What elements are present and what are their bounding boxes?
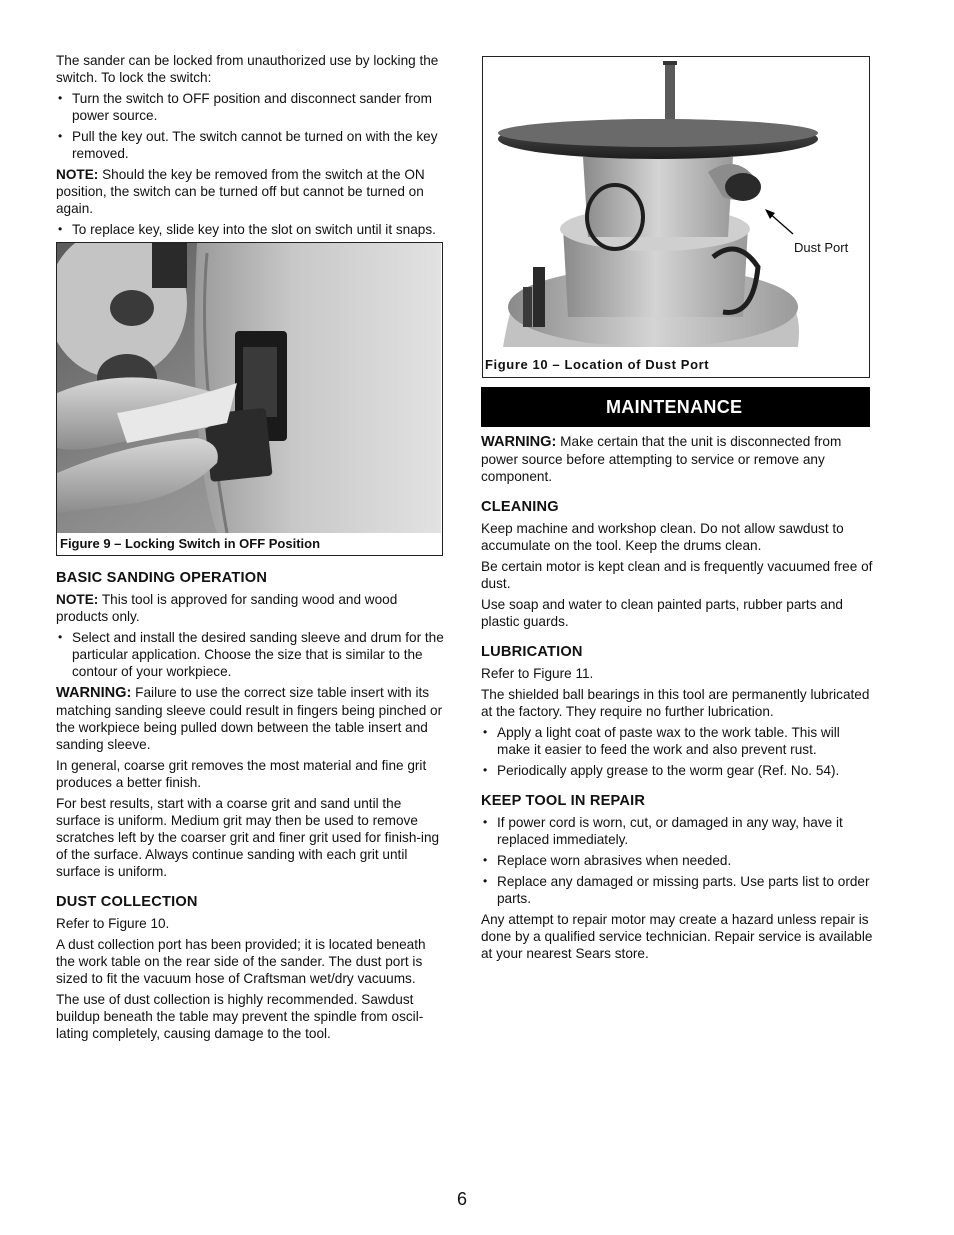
locking-switch-photo <box>57 243 441 533</box>
dust-paragraph-1: A dust collection port has been provided; it is located beneath the work table on the rear side of the sander. The dust port is sized to fit the vacuum hose of Craftsman wet/dry vacuums. <box>56 937 426 986</box>
list-item: • To replace key, slide key into the slot on switch until it snaps. <box>56 221 446 238</box>
cleaning-heading: CLEANING <box>481 499 559 515</box>
note-text: This tool is approved for sanding wood and wood products only. <box>56 592 398 624</box>
lock-intro: The sander can be locked from unauthorized use by locking the switch. To lock the switch: <box>56 53 439 85</box>
cleaning-paragraph-1: Keep machine and workshop clean. Do not allow sawdust to accumulate on the tool. Keep the drums clean. <box>481 521 844 553</box>
list-item: • If power cord is worn, cut, or damaged in any way, have it replaced immediately. <box>481 814 873 848</box>
repair-paragraph: Any attempt to repair motor may create a hazard unless repair is done by a qualified service technician. Repair service is available at your nearest Sears store. <box>481 912 873 961</box>
repair-list <box>481 814 873 907</box>
figure-9 <box>56 242 443 556</box>
lubrication-reference: Refer to Figure 11. <box>481 666 594 681</box>
figure-9-caption: Figure 9 – Locking Switch in OFF Position <box>60 536 321 551</box>
basic-list <box>56 629 446 680</box>
dust-collection-heading: DUST COLLECTION <box>56 894 198 910</box>
lubrication-list <box>481 724 873 779</box>
maintenance-banner: MAINTENANCE <box>481 387 870 427</box>
list-item: • Pull the key out. The switch cannot be turned on with the key removed. <box>56 128 446 162</box>
warning-label: WARNING: <box>481 434 557 450</box>
lock-steps-list <box>56 90 446 162</box>
list-item: • Periodically apply grease to the worm gear (Ref. No. 54). <box>481 762 873 779</box>
page-number: 6 <box>457 1189 468 1209</box>
lubrication-paragraph: The shielded ball bearings in this tool are permanently lubricated at the factory. They require no further lubrication. <box>481 687 870 719</box>
figure-10-caption: Figure 10 – Location of Dust Port <box>485 357 710 372</box>
figure-10 <box>482 56 870 378</box>
dust-port-photo <box>483 57 868 357</box>
list-item: • Replace any damaged or missing parts. Use parts list to order parts. <box>481 873 873 907</box>
best-results-paragraph: For best results, start with a coarse grit and sand until the surface is uniform. Medium grit may then be used to remove scratches left by the coarser grit and finer grit used for finish-ing of the surface. Always continue sanding with each grit until surface is uniform. <box>56 796 440 879</box>
warning-label: WARNING: <box>56 685 132 701</box>
dust-paragraph-2: The use of dust collection is highly recommended. Sawdust buildup beneath the table may prevent the spindle from oscil-lating completely, causing damage to the tool. <box>56 992 424 1041</box>
maintenance-warning <box>481 433 873 485</box>
note-label: NOTE: <box>56 592 99 607</box>
keep-tool-in-repair-heading: KEEP TOOL IN REPAIR <box>481 793 646 809</box>
basic-sanding-heading: BASIC SANDING OPERATION <box>56 570 268 586</box>
list-item: • Replace worn abrasives when needed. <box>481 852 873 869</box>
list-item: • Apply a light coat of paste wax to the work table. This will make it easier to feed the work and also prevent rust. <box>481 724 873 758</box>
list-item: • Select and install the desired sanding sleeve and drum for the particular application. Choose the size that is similar to the contour of your workpiece. <box>56 629 446 680</box>
grit-paragraph: In general, coarse grit removes the most material and fine grit produces a better finish. <box>56 758 427 790</box>
basic-note <box>56 591 446 625</box>
dust-reference: Refer to Figure 10. <box>56 916 170 931</box>
warning-paragraph <box>56 684 446 753</box>
key-note <box>56 166 446 217</box>
warning-text: Failure to use the correct size table insert with its matching sanding sleeve could result in fingers being pinched or the workpiece being pulled down between the table insert and sanding sleeve. <box>56 685 443 752</box>
warning-text: Make certain that the unit is disconnected from power source before attempting to service or remove any component. <box>481 434 842 484</box>
note-label: NOTE: <box>56 167 99 182</box>
lubrication-heading: LUBRICATION <box>481 644 583 660</box>
note-text: Should the key be removed from the switch at the ON position, the switch can be turned off but cannot be turned on again. <box>56 167 425 216</box>
cleaning-paragraph-2: Be certain motor is kept clean and is frequently vacuumed free of dust. <box>481 559 873 591</box>
left-column <box>56 52 446 1046</box>
cleaning-paragraph-3: Use soap and water to clean painted parts, rubber parts and plastic guards. <box>481 597 843 629</box>
dust-port-label: Dust Port <box>794 240 849 255</box>
list-item: • Turn the switch to OFF position and disconnect sander from power source. <box>56 90 446 124</box>
right-column <box>481 433 873 966</box>
replace-key-list <box>56 221 446 238</box>
